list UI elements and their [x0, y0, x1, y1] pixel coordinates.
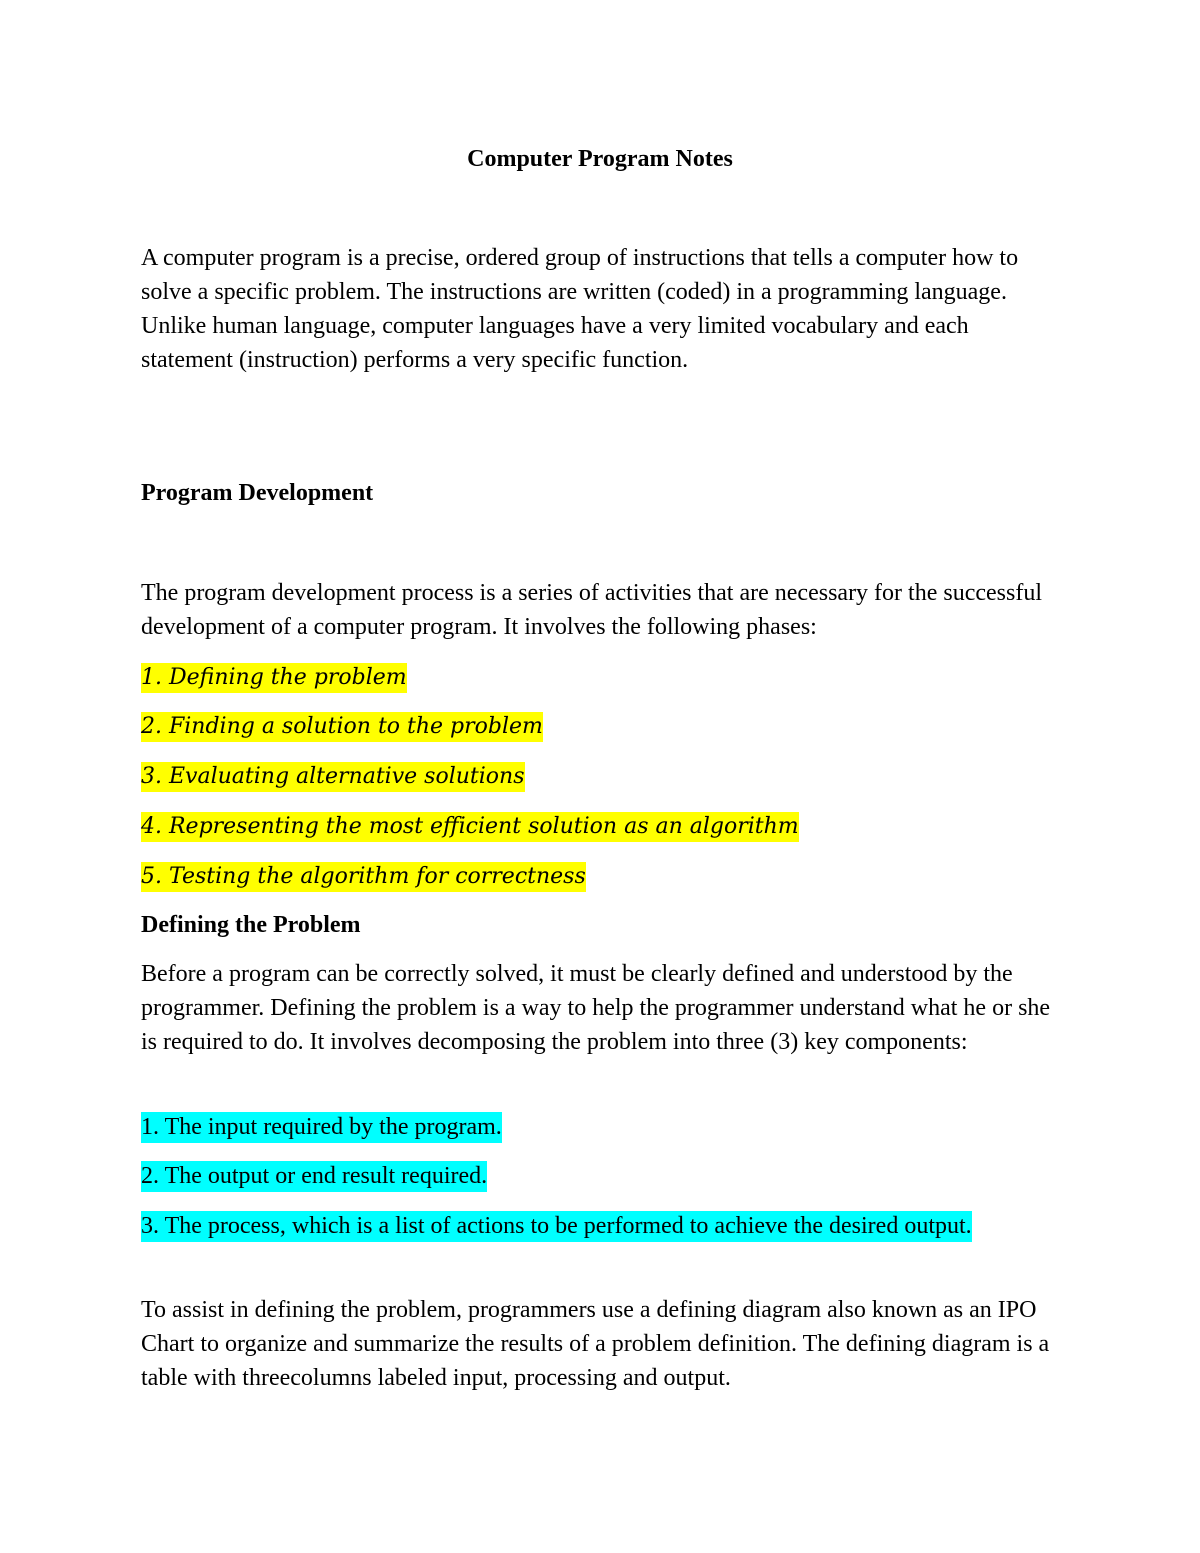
intro-paragraph: A computer program is a precise, ordered group of instructions that tells a computer how to solve a specific problem. The instructions are written (coded) in a programming language. Unlike human language, computer languages have a very limited vocabulary and each statement (instruction) performs a very specific function. [141, 245, 1019, 373]
phase-item-4 [141, 809, 1066, 844]
phase-item-5 [141, 859, 1066, 894]
defining-problem-heading: Defining the Problem [141, 912, 361, 938]
page-title: Computer Program Notes [467, 146, 733, 172]
phase-item-1 [141, 660, 1066, 695]
component-text: 1. The input required by the program. [141, 1112, 502, 1143]
component-item-1 [141, 1110, 1066, 1144]
component-item-2 [141, 1159, 1066, 1193]
phase-text: 3. Evaluating alternative solutions [141, 762, 525, 792]
phase-text: 1. Defining the problem [141, 663, 407, 693]
phase-text: 4. Representing the most efficient solution as an algorithm [141, 812, 799, 842]
defining-problem-paragraph: Before a program can be correctly solved, it must be clearly defined and understood by the programmer. Defining the problem is a way to help the programmer understand what he or she is required to do. It involves decomposing the problem into three (3) key components: [141, 961, 1051, 1055]
component-text: 2. The output or end result required. [141, 1161, 487, 1192]
phase-item-2 [141, 709, 1066, 744]
phase-text: 2. Finding a solution to the problem [141, 712, 543, 742]
component-text: 3. The process, which is a list of actions to be performed to achieve the desired output. [141, 1211, 972, 1242]
program-development-heading: Program Development [141, 480, 374, 506]
component-item-3 [141, 1209, 1066, 1243]
phase-text: 5. Testing the algorithm for correctness [141, 862, 586, 892]
phase-item-3 [141, 759, 1066, 794]
closing-paragraph: To assist in defining the problem, programmers use a defining diagram also known as an IPO Chart to organize and summarize the results of a problem definition. The defining diagram is a table with threecolumns labeled input, processing and output. [141, 1297, 1050, 1391]
program-development-paragraph: The program development process is a series of activities that are necessary for the successful development of a computer program. It involves the following phases: [141, 580, 1042, 640]
